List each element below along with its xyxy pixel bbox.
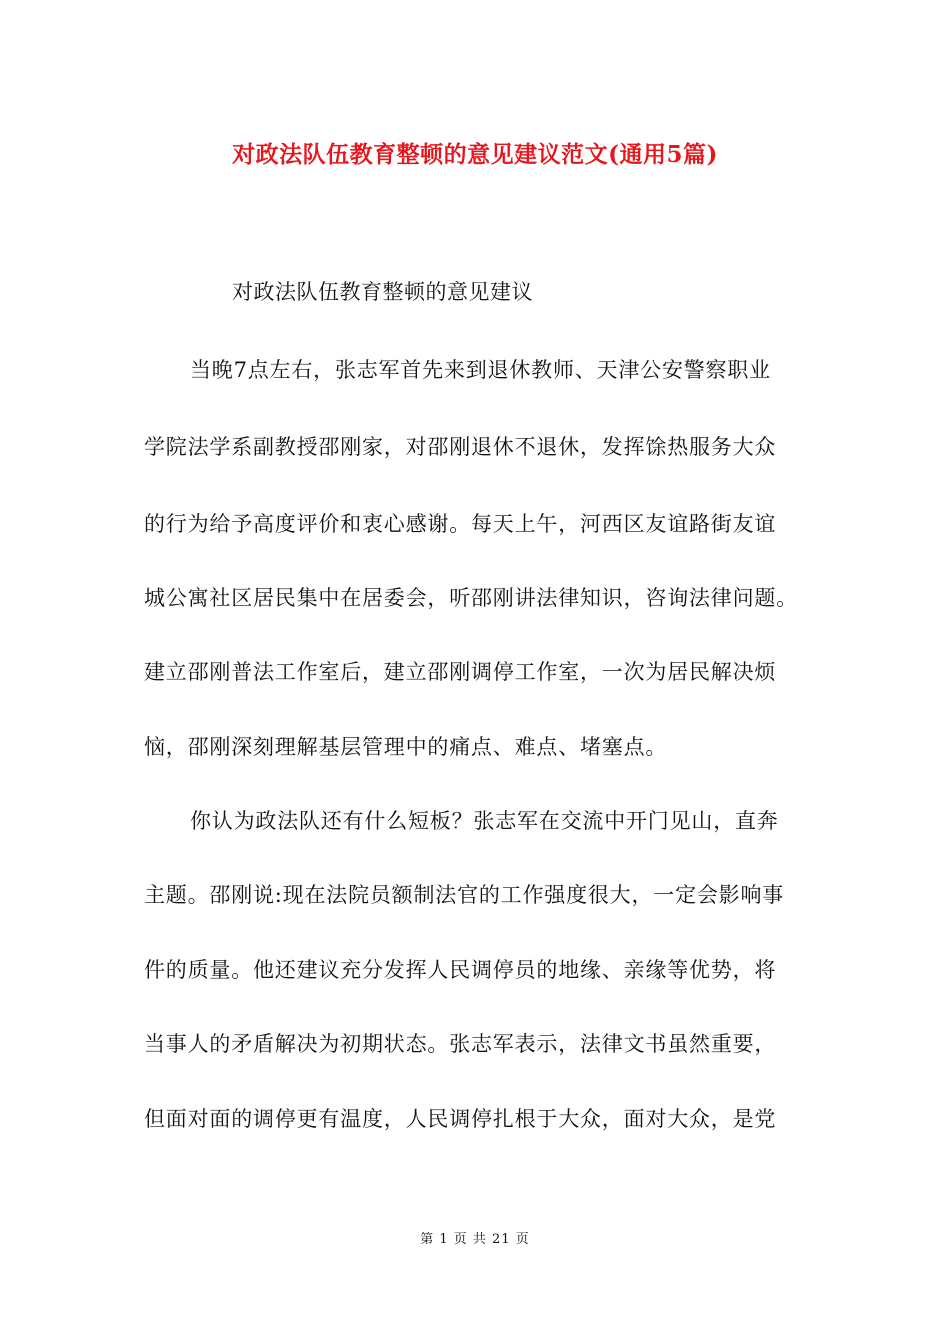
paragraph-1-line-1: 当晚7点左右，张志军首先来到退休教师、天津公安警察职业 [190,358,771,382]
paragraph-2-line-4: 当事人的矛盾解决为初期状态。张志军表示，法律文书虽然重要， [144,1032,777,1056]
paragraph-1-line-6: 恼，邵刚深刻理解基层管理中的痛点、难点、堵塞点。 [144,735,668,759]
paragraph-2-line-5: 但面对面的调停更有温度，人民调停扎根于大众，面对大众，是党 [144,1107,777,1131]
paragraph-1-line-3: 的行为给予高度评价和衷心感谢。每天上午，河西区友谊路街友谊 [144,512,777,536]
paragraph-2-line-1: 你认为政法队还有什么短板？张志军在交流中开门见山，直奔 [190,809,779,833]
document-title: 对政法队伍教育整顿的意见建议范文(通用5篇) [232,141,718,168]
paragraph-2-line-3: 件的质量。他还建议充分发挥人民调停员的地缘、亲缘等优势，将 [144,958,777,982]
paragraph-1-line-2: 学院法学系副教授邵刚家，对邵刚退休不退休，发挥馀热服务大众 [144,435,777,459]
paragraph-2-line-2: 主题。邵刚说:现在法院员额制法官的工作强度很大，一定会影响事 [144,883,785,907]
document-subtitle: 对政法队伍教育整顿的意见建议 [232,280,533,304]
paragraph-1-line-5: 建立邵刚普法工作室后，建立邵刚调停工作室，一次为居民解决烦 [144,660,777,684]
paragraph-1-line-4: 城公寓社区居民集中在居委会，听邵刚讲法律知识，咨询法律问题。 [144,586,798,610]
page-number-footer: 第 1 页 共 21 页 [420,1232,530,1247]
